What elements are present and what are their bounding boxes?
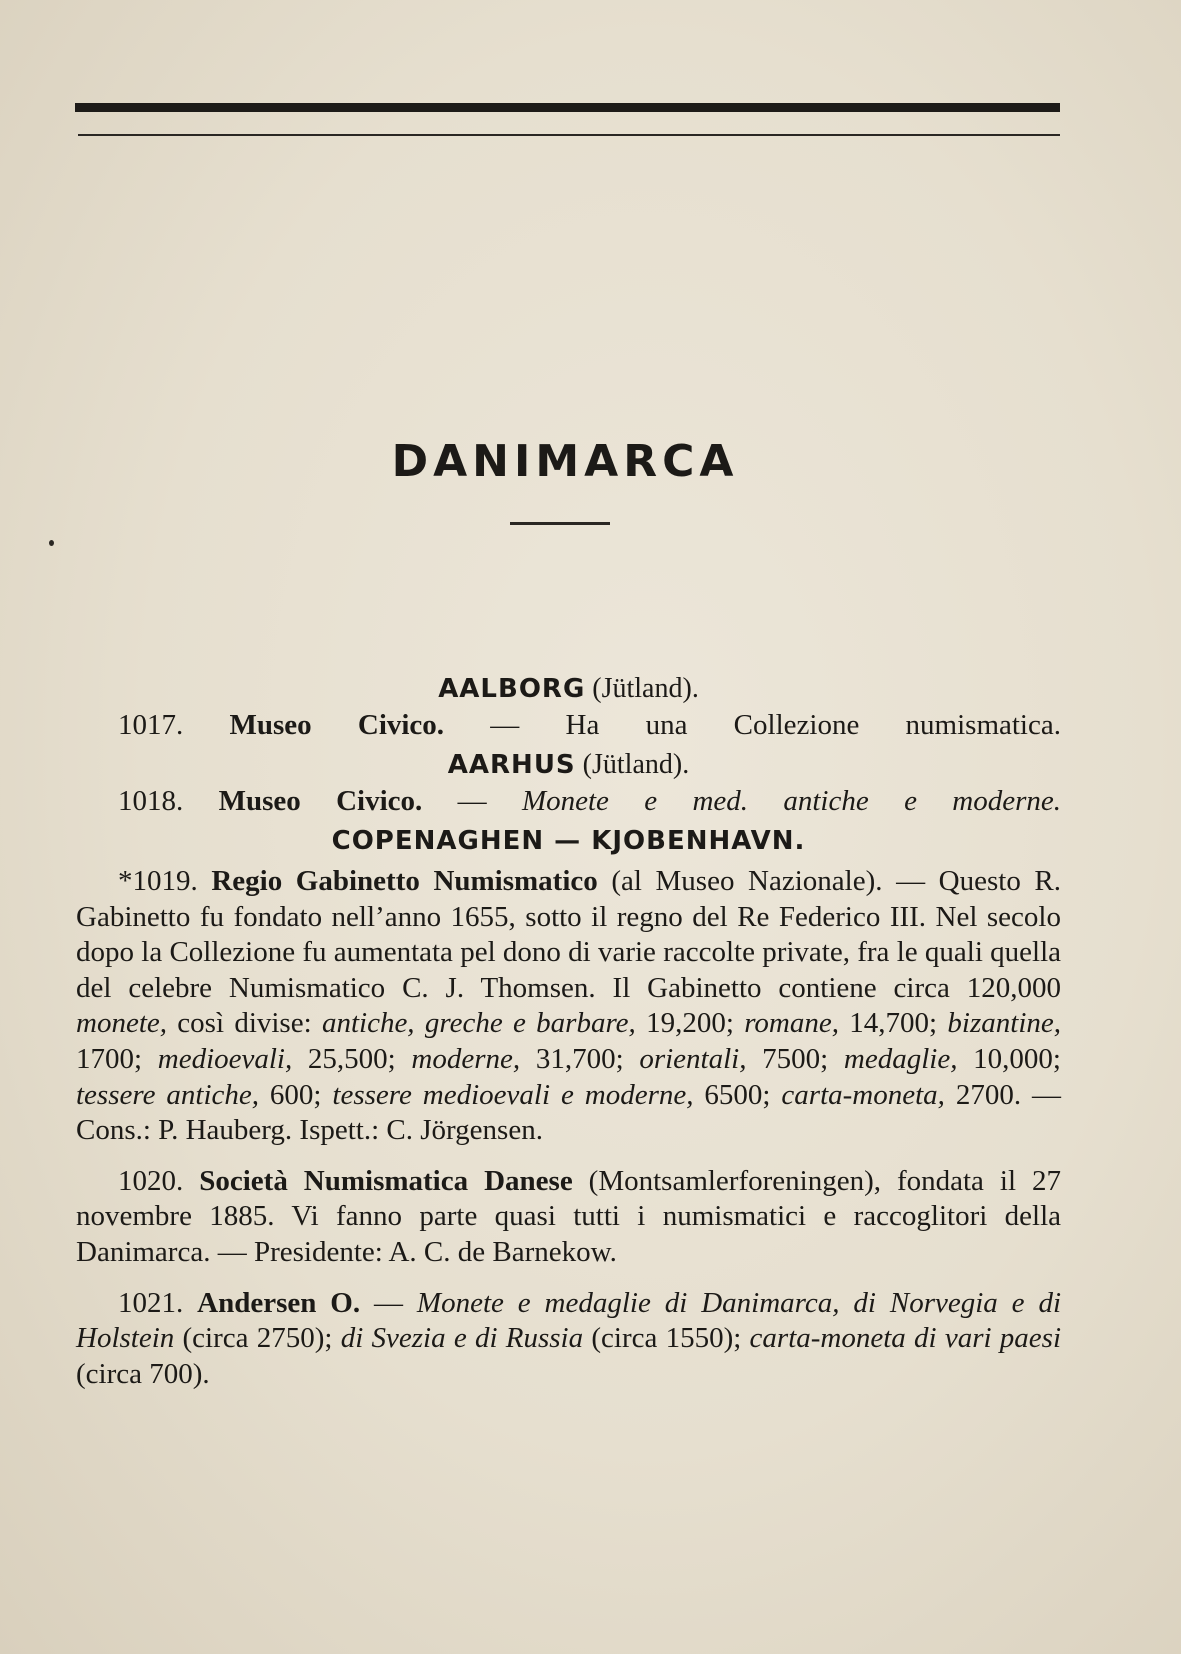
entry-text: 7500; — [746, 1042, 844, 1075]
entry-text-italic: medaglie, — [843, 1042, 958, 1075]
entry-text: (circa 2750); — [174, 1322, 341, 1355]
entry-text: Monete e med. antiche e moderne. — [521, 784, 1062, 817]
entry-name: Andersen O. — [197, 1286, 361, 1319]
entry-text-italic: tessere medioevali e moderne, — [332, 1078, 694, 1111]
paper-speck — [49, 540, 54, 546]
entry-mark: * — [118, 864, 133, 897]
entry-text-italic: di Svezia e di Russia — [340, 1322, 584, 1355]
entry-text: 14,700; — [839, 1007, 948, 1040]
entry-text-italic: tessere antiche, — [76, 1078, 259, 1111]
entry-name: Museo Civico. — [229, 708, 445, 741]
heading-city: COPENAGHEN — KJOBENHAVN. — [331, 826, 806, 857]
entry-text: 600; — [259, 1078, 333, 1111]
entry-text-italic: carta-moneta di vari paesi — [749, 1322, 1062, 1355]
entry-text-italic: monete, — [76, 1007, 167, 1040]
entry-text-italic: bizantine, — [947, 1007, 1062, 1040]
entry-text: 19,200; — [635, 1007, 745, 1040]
entry-text: 25,500; — [292, 1042, 412, 1075]
entry-number: 1017. — [118, 708, 184, 741]
page-title: DANIMARCA — [391, 436, 739, 487]
heading-aarhus — [76, 747, 1061, 784]
entry-text-italic: carta-moneta, — [781, 1078, 945, 1111]
entry-number: 1019. — [132, 864, 198, 897]
entry-1017 — [76, 708, 1061, 744]
entry-text: (circa 1550); — [583, 1322, 750, 1355]
entry-text: — Ha una Collezione numismatica. — [490, 708, 1061, 741]
entry-number: 1021. — [118, 1286, 184, 1319]
entry-separator: — — [457, 784, 522, 817]
entry-name: Società Numismatica Danese — [199, 1164, 573, 1197]
entry-text: 6500; — [693, 1078, 782, 1111]
header-rule-thin — [78, 134, 1060, 136]
entry-text-italic: Monete e medaglie di Danimarca, di Norvegia e di Holstein — [76, 1286, 1062, 1355]
entry-text-italic: medioevali, — [157, 1042, 293, 1075]
entry-text: 1700; — [76, 1042, 158, 1075]
title-ornament-rule — [510, 522, 610, 525]
entry-1019 — [76, 864, 1061, 1149]
entry-text: 10,000; — [957, 1042, 1061, 1075]
heading-city: AARHUS — [447, 750, 576, 781]
entry-text: così divise: — [167, 1007, 322, 1040]
heading-aalborg — [76, 671, 1061, 708]
entry-1021 — [76, 1286, 1061, 1393]
heading-city: AALBORG — [438, 674, 586, 704]
entry-number: 1020. — [118, 1164, 184, 1197]
heading-region: (Jütland). — [582, 749, 690, 781]
entry-text-italic: orientali, — [639, 1042, 747, 1075]
entry-1018 — [76, 784, 1061, 820]
entry-text: (al Museo Nazionale). — Questo R. Gabinetto fu fondato nell’anno 1655, sotto il regno del Re Federico III. Nel secolo dopo la Collezione fu aumentata pel dono di varie raccolte private, fra le quali quella del celebre Numismatico C. J. Thomsen. Il Gabinetto contiene circa 120,000 — [76, 864, 1062, 1004]
entry-1020 — [76, 1164, 1061, 1271]
header-rule-thick — [75, 103, 1060, 112]
heading-copenaghen — [76, 823, 1061, 860]
entry-name: Museo Civico. — [218, 784, 423, 817]
entry-text: 2700. — Cons.: P. Hauberg. Ispett.: C. Jörgensen. — [76, 1078, 1062, 1147]
heading-region: (Jütland). — [592, 673, 699, 704]
entry-text-italic: romane, — [744, 1007, 839, 1040]
entry-text-italic: antiche, greche e barbare, — [321, 1007, 636, 1040]
entry-text: 31,700; — [520, 1042, 640, 1075]
entry-text: (Montsamlerforeningen), fondata il 27 novembre 1885. Vi fanno parte quasi tutti i numismatici e raccoglitori della Danimarca. — Presidente: A. C. de Barnekow. — [76, 1164, 1061, 1268]
page-body — [76, 671, 1061, 1392]
entry-text: (circa 700). — [76, 1357, 210, 1390]
entry-separator: — — [360, 1286, 417, 1319]
entry-name: Regio Gabinetto Numismatico — [211, 864, 598, 897]
entry-text-italic: moderne, — [411, 1042, 521, 1075]
entry-number: 1018. — [118, 784, 184, 817]
